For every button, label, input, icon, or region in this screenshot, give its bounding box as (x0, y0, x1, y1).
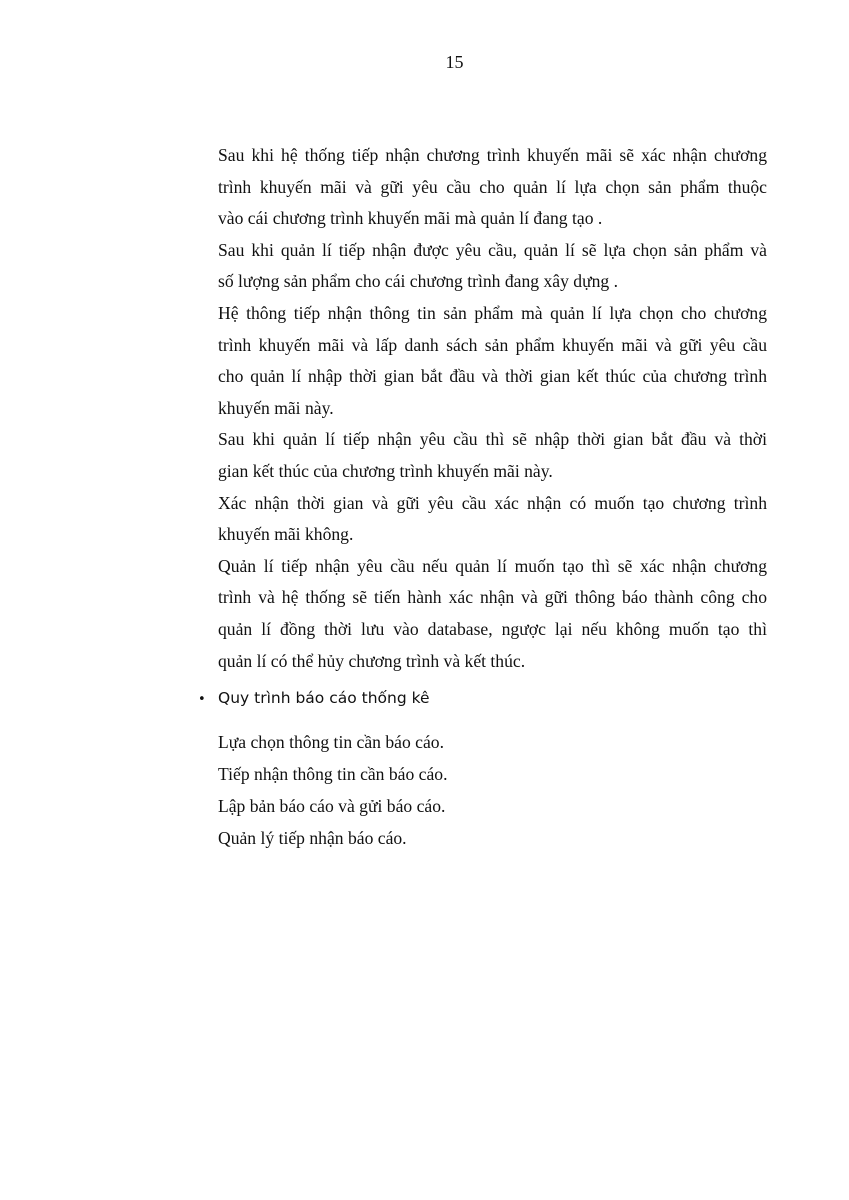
step-item: Lựa chọn thông tin cần báo cáo. (218, 732, 444, 752)
section-bullet (198, 689, 430, 707)
text-line: trình và hệ thống sẽ tiến hành xác nhận và gữi thông báo thành công cho (218, 587, 767, 608)
text-line: cho quản lí nhập thời gian bắt đầu và thời gian kết thúc của chương trình (218, 366, 767, 387)
paragraph (218, 424, 767, 487)
paragraph (218, 140, 767, 235)
step-list (218, 726, 448, 854)
text-line: Hệ thông tiếp nhận thông tin sản phẩm mà quản lí lựa chọn cho chương (218, 302, 767, 323)
paragraph (218, 488, 767, 551)
page-number: 15 (445, 52, 464, 72)
text-line: Sau khi quản lí tiếp nhận được yêu cầu, quản lí sẽ lựa chọn sản phẩm và (218, 239, 767, 260)
text-line: khuyến mãi này. (218, 397, 334, 418)
text-line: Sau khi hệ thống tiếp nhận chương trình khuyến mãi sẽ xác nhận chương (218, 145, 767, 165)
text-line: trình khuyến mãi và lấp danh sách sản phẩm khuyến mãi và gữi yêu cầu (218, 334, 767, 355)
step-item: Lập bản báo cáo và gửi báo cáo. (218, 796, 446, 816)
paragraph (218, 551, 767, 677)
step-item: Tiếp nhận thông tin cần báo cáo. (218, 764, 448, 784)
text-line: Quản lí tiếp nhận yêu cầu nếu quản lí muốn tạo thì sẽ xác nhận chương (218, 555, 767, 576)
section-title: Quy trình báo cáo thống kê (218, 689, 430, 707)
bullet-icon: • (198, 692, 206, 707)
step-item: Quản lý tiếp nhận báo cáo. (218, 828, 407, 848)
text-line: Xác nhận thời gian và gữi yêu cầu xác nhận có muốn tạo chương trình (218, 492, 767, 513)
text-line: trình khuyến mãi và gữi yêu cầu cho quản lí lựa chọn sản phẩm thuộc (218, 176, 767, 197)
paragraph (218, 298, 767, 424)
text-line: gian kết thúc của chương trình khuyến mãi này. (218, 460, 553, 481)
text-line: vào cái chương trình khuyến mãi mà quản lí đang tạo . (218, 208, 603, 229)
text-line: số lượng sản phẩm cho cái chương trình đang xây dựng . (218, 271, 618, 292)
text-line: quản lí đồng thời lưu vào database, ngược lại nếu không muốn tạo thì (218, 618, 767, 639)
text-line: Sau khi quản lí tiếp nhận yêu cầu thì sẽ nhập thời gian bắt đầu và thời (218, 429, 767, 450)
paragraph (218, 235, 767, 298)
text-line: quản lí có thể hủy chương trình và kết thúc. (218, 650, 526, 671)
body-text (218, 140, 767, 677)
text-line: khuyến mãi không. (218, 524, 354, 545)
